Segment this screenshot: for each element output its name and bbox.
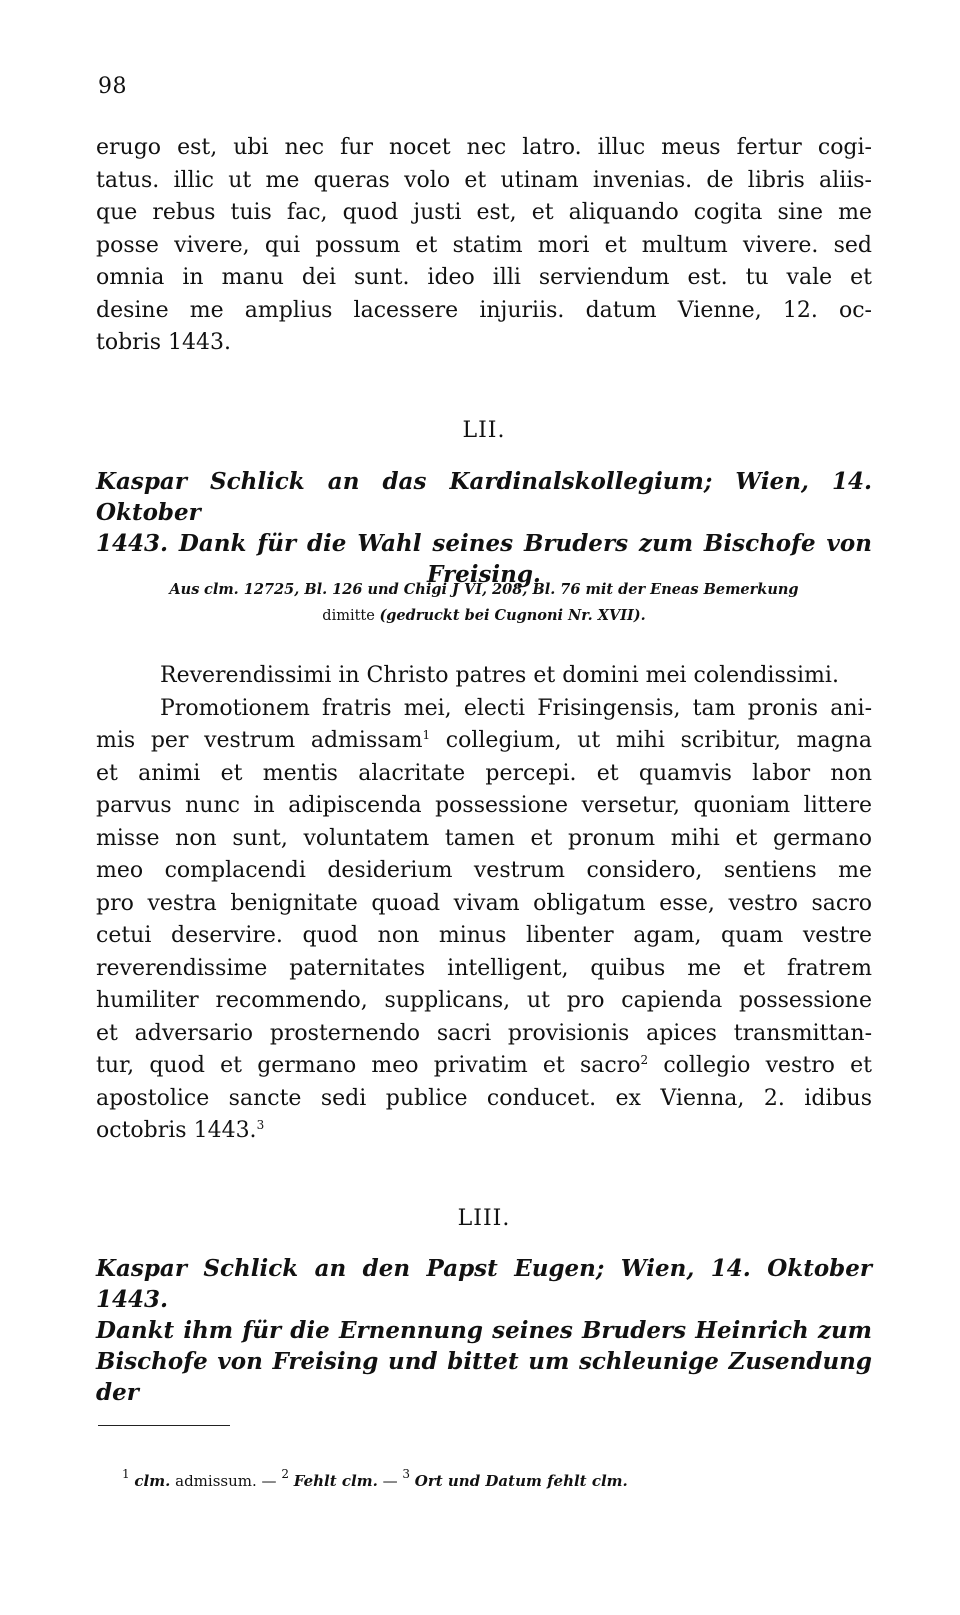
text-fragment: tur, quod et germano meo privatim et sacro <box>96 1053 641 1078</box>
summary-line: Kaspar Schlick an das Kardinalskollegium; Wien, 14. Oktober <box>96 468 872 526</box>
section-liii-summary <box>96 1253 872 1408</box>
text-line <box>96 725 872 758</box>
source-prefix: Aus <box>169 581 200 598</box>
summary-line: Dankt ihm für die Ernennung seines Bruders Heinrich zum <box>96 1317 872 1344</box>
source-manuscripts: clm. 12725, Bl. 126 und Chigi J VI, 208, Bl. 76 mit der Eneas Bemerkung <box>204 581 799 598</box>
source-printed: (gedruckt bei Cugnoni Nr. XVII). <box>379 607 646 624</box>
text-line: pro vestra benignitate quoad vivam obligatum esse, vestro sacro <box>96 890 872 916</box>
source-note <box>96 577 872 629</box>
text-fragment: collegium, ut mihi scribitur, magna <box>445 728 872 753</box>
footnote-number: 2 <box>281 1467 289 1481</box>
footnote-number: 3 <box>402 1467 410 1481</box>
footnote-separator <box>98 1425 230 1426</box>
footnote-text: admissum. — <box>175 1472 277 1490</box>
source-dimitte: dimitte <box>322 608 375 624</box>
text-fragment: collegio vestro et <box>663 1053 872 1078</box>
text-line: humiliter recommendo, supplicans, ut pro capienda possessione <box>96 988 872 1013</box>
text-line: et adversario prosternendo sacri provisionis apices transmittan- <box>96 1020 872 1046</box>
section-lii-summary <box>96 466 872 590</box>
text-line: cetui deservire. quod non minus libenter agam, quam vestre <box>96 923 872 948</box>
text-line: parvus nunc in adipiscenda possessione versetur, quoniam littere <box>96 793 872 818</box>
footnote-text: Ort und Datum fehlt clm. <box>414 1472 628 1490</box>
footnote-mark: 1 <box>422 728 431 742</box>
summary-line: Bischofe von Freising und bittet um schleunige Zusendung der <box>96 1348 872 1406</box>
footnote-text: clm. <box>134 1472 171 1490</box>
letter-lii-body <box>96 660 872 1148</box>
text-line: tatus. illic ut me queras volo et utinam invenias. de libris aliis- <box>96 167 872 193</box>
section-numeral-liii: LIII. <box>457 1206 511 1231</box>
text-line: desine me amplius lacessere injuriis. datum Vienne, 12. oc- <box>96 297 872 323</box>
text-line: misse non sunt, voluntatem tamen et pronum mihi et germano <box>96 825 872 851</box>
text-line: et animi et mentis alacritate percepi. et quamvis labor non <box>96 760 872 786</box>
text-line: posse vivere, qui possum et statim mori et multum vivere. sed <box>96 232 872 258</box>
summary-line: Kaspar Schlick an den Papst Eugen; Wien, 14. Oktober 1443. <box>96 1255 872 1313</box>
footnote-text: Fehlt clm. <box>293 1472 378 1490</box>
text-line: reverendissime paternitates intelligent, quibus me et fratrem <box>96 955 872 981</box>
page-number: 98 <box>98 74 127 99</box>
text-line: omnia in manu dei sunt. ideo illi serviendum est. tu vale et <box>96 265 872 290</box>
text-line: apostolice sancte sedi publice conducet. ex Vienna, 2. idibus <box>96 1085 872 1111</box>
footnote-mark: 2 <box>640 1053 649 1067</box>
footnote-separator-dash: — <box>382 1472 398 1490</box>
text-line: erugo est, ubi nec fur nocet nec latro. illuc meus fertur cogi- <box>96 135 872 160</box>
footnotes <box>122 1467 628 1491</box>
text-fragment: octobris 1443. <box>96 1118 257 1143</box>
text-fragment: mis per vestrum admissam <box>96 728 423 753</box>
text-line: meo complacendi desiderium vestrum considero, sentiens me <box>96 858 872 883</box>
text-line <box>96 1050 872 1083</box>
text-line: Promotionem fratris mei, electi Frisingensis, tam pronis ani- <box>160 695 872 721</box>
footnote-mark: 3 <box>256 1118 265 1132</box>
text-line <box>96 1115 872 1148</box>
summary-line: Freising. <box>427 561 541 588</box>
previous-letter-ending <box>96 132 872 360</box>
text-line: tobris 1443. <box>96 330 231 355</box>
salutation: Reverendissimi in Christo patres et domini mei colendissimi. <box>160 663 839 688</box>
text-line: que rebus tuis fac, quod justi est, et aliquando cogita sine me <box>96 200 872 225</box>
section-numeral-lii: LII. <box>462 418 506 443</box>
summary-line: 1443. Dank für die Wahl seines Bruders zum Bischofe von <box>96 530 872 557</box>
footnote-number: 1 <box>122 1467 130 1481</box>
